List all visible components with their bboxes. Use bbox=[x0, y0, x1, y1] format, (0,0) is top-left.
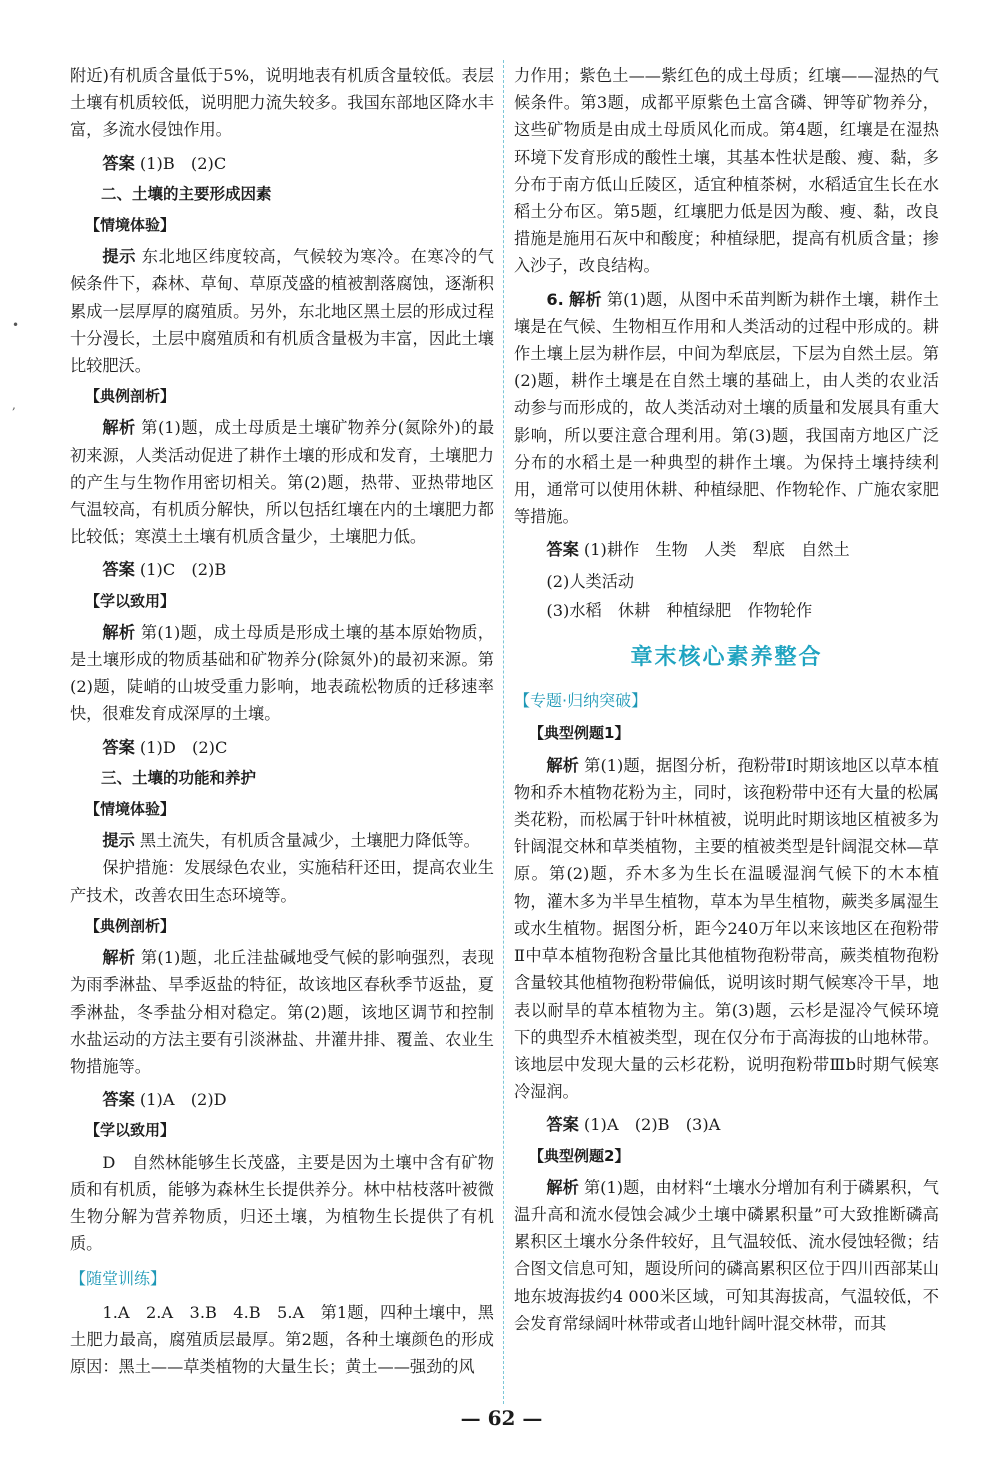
tip-label: 提示 bbox=[102, 831, 135, 851]
paragraph bbox=[514, 1174, 939, 1337]
training-heading: 【随堂训练】 bbox=[70, 1269, 167, 1289]
analysis-label: 解析 bbox=[569, 289, 602, 309]
example-heading: 【典型例题1】 bbox=[529, 724, 630, 743]
paragraph: 附近)有机质含量低于5%，说明地表有机质含量较低。表层土壤有机质较低，说明肥力流失较多。我国东部地区降水丰富，多流水侵蚀作用。 bbox=[70, 66, 494, 140]
topic-heading: 【专题·归纳突破】 bbox=[514, 691, 648, 711]
paragraph bbox=[70, 619, 494, 728]
answer-text: (1)A (2)B (3)A bbox=[583, 1115, 721, 1135]
paragraph: 保护措施：发展绿色农业，实施秸秆还田，提高农业生产技术，改善农田生态环境等。 bbox=[70, 858, 494, 905]
answer-text: (1)D (2)C bbox=[139, 737, 228, 757]
column-divider bbox=[503, 60, 504, 1404]
paragraph: D 自然林能够生长茂盛，主要是因为土壤中含有矿物质和有机质，能够为森林生长提供养分。林中枯枝落叶被微生物分解为营养物质，归还土壤，为植物生长提供了有机质。 bbox=[70, 1152, 494, 1254]
answer-text: (1)C (2)B bbox=[139, 560, 227, 580]
answer-label: 答案 bbox=[546, 540, 579, 560]
tip-label: 提示 bbox=[102, 247, 136, 267]
section-heading: 二、土壤的主要形成因素 bbox=[101, 184, 272, 203]
paragraph-text: 第(1)题，成土母质是形成土壤的基本原始物质，是土壤形成的物质基础和矿物养分(除氮外)的最初来源。第(2)题，陡峭的山坡受重力影响，地表疏松物质的迁移速率快，很难发育成深厚的土壤。 bbox=[70, 622, 494, 724]
question-number: 6. bbox=[546, 289, 564, 309]
paragraph-text: 东北地区纬度较高，气候较为寒冷。在寒冷的气候条件下，森林、草甸、草原茂盛的植被割落腐蚀，逐渐积累成一层厚厚的腐殖质。另外，东北地区黑土层的形成过程十分漫长，土层中腐殖质和有机质含量极为丰富，因此土壤比较肥沃。 bbox=[70, 247, 494, 376]
paragraph-text: 第(1)题，从图中禾苗判断为耕作土壤，耕作土壤是在气候、生物相互作用和人类活动的过程中形成的。耕作土壤上层为耕作层，中间为犁底层，下层为自然土层。第(2)题，耕作土壤是在自然土壤的基础上，由人类的农业活动参与而形成的，故人类活动对土壤的质量和发展具有重大影响，所以要注意合理利用。第(3)题，我国南方地区广泛分布的水稻土是一种典型的耕作土壤。为保持土壤持续利用，通常可以使用休耕、种植绿肥、作物轮作、广施农家肥等措施。 bbox=[514, 289, 939, 527]
paragraph-text: 第(1)题，成土母质是土壤矿物养分(氮除外)的最初来源，人类活动促进了耕作土壤的形成和发育，土壤肥力的产生与生物作用密切相关。第(2)题，热带、亚热带地区气温较高，有机质分解快，所以包括红壤在内的土壤肥力都比较低；寒漠土土壤有机质含量少，土壤肥力低。 bbox=[70, 418, 495, 547]
answer-text: (1)B (2)C bbox=[139, 153, 227, 173]
answer-label: 答案 bbox=[102, 560, 135, 580]
subsection-heading: 【学以致用】 bbox=[85, 1121, 176, 1140]
margin-mark: • bbox=[12, 318, 20, 332]
paragraph: 1.A 2.A 3.B 4.B 5.A 第1题，四种土壤中，黑土肥力最高，腐殖质层最厚。第2题，各种土壤颜色的形成原因：黑土——草类植物的大量生长；黄土——强劲的风 bbox=[70, 1302, 494, 1376]
paragraph bbox=[70, 944, 494, 1080]
analysis-label: 解析 bbox=[102, 418, 136, 438]
subsection-heading: 【学以致用】 bbox=[85, 591, 176, 610]
answer-line bbox=[514, 536, 939, 563]
chapter-title: 章末核心素养整合 bbox=[630, 644, 823, 671]
subsection-heading: 【情境体验】 bbox=[85, 800, 176, 819]
margin-mark: , bbox=[12, 398, 16, 412]
answer-label: 答案 bbox=[546, 1115, 579, 1135]
answer-line bbox=[70, 556, 494, 583]
answer-line bbox=[70, 150, 494, 177]
answer-line: (3)水稻 休耕 种植绿肥 作物轮作 bbox=[546, 600, 813, 620]
answer-label: 答案 bbox=[102, 153, 135, 173]
paragraph bbox=[70, 414, 494, 550]
paragraph-text: 第(1)题，北丘洼盐碱地受气候的影响强烈，表现为雨季淋盐、旱季返盐的特征，故该地区春秋季节返盐，夏季淋盐，冬季盐分相对稳定。第(2)题，该地区调节和控制水盐运动的方法主要有引淡淋盐、井灌井排、覆盖、农业生物措施等。 bbox=[70, 948, 494, 1076]
answer-text: (1)耕作 生物 人类 犁底 自然土 bbox=[583, 540, 850, 560]
paragraph-text: 第(1)题，据图分析，孢粉带Ⅰ时期该地区以草本植物和乔木植物花粉为主，同时，该孢粉带中还有大量的松属类花粉，而松属于针叶林植被，说明此时期该地区植被多为针阔混交林和草类植物，主要的植被类型是针阔混交林—草原。第(2)题，乔木多为生长在温暖湿润气候下的木本植物，灌木多为半旱生植物，草本为旱生植物，蕨类多属湿生或水生植物。据图分析，距今240万年以来该地区在孢粉带Ⅱ中草本植物孢粉含量比其他植物孢粉带高，蕨类植物孢粉含量较其他植物孢粉带偏低，说明该时期气候寒冷干旱，地表以耐旱的草本植物为主。第(3)题，云杉是湿冷气候环境下的典型乔木植被类型，现在仅分布于高海拔的山地林带。该地层中发现大量的云杉花粉，说明孢粉带Ⅲb时期气候寒冷湿润。 bbox=[514, 755, 939, 1102]
paragraph-text: 黑土流失，有机质含量减少，土壤肥力降低等。 bbox=[139, 831, 480, 851]
left-column bbox=[70, 62, 494, 1380]
answer-line bbox=[514, 1111, 939, 1138]
paragraph bbox=[514, 752, 939, 1106]
section-heading: 三、土壤的功能和养护 bbox=[101, 768, 257, 787]
analysis-label: 解析 bbox=[102, 622, 136, 642]
subsection-heading: 【情境体验】 bbox=[85, 216, 176, 235]
analysis-label: 解析 bbox=[546, 755, 579, 775]
paragraph bbox=[514, 286, 939, 531]
subsection-heading: 【典例剖析】 bbox=[85, 387, 176, 406]
example-heading: 【典型例题2】 bbox=[529, 1146, 630, 1165]
answer-line bbox=[70, 1086, 494, 1113]
answer-label: 答案 bbox=[102, 737, 135, 757]
analysis-label: 解析 bbox=[546, 1177, 579, 1197]
paragraph: 力作用；紫色土——紫红色的成土母质；红壤——湿热的气候条件。第3题，成都平原紫色土富含磷、钾等矿物养分，这些矿物质是由成土母质风化而成。第4题，红壤是在湿热环境下发育形成的酸性土壤，其基本性状是酸、瘦、黏，多分布于南方低山丘陵区，适宜种植茶树，水稻适宜生长在水稻土分布区。第5题，红壤肥力低是因为酸、瘦、黏，改良措施是施用石灰中和酸度；种植绿肥，提高有机质含量；掺入沙子，改良结构。 bbox=[514, 66, 939, 276]
answer-text: (1)A (2)D bbox=[139, 1090, 227, 1110]
paragraph-text: 第(1)题，由材料“土壤水分增加有利于磷累积，气温升高和流水侵蚀会减少土壤中磷累积量”可大致推断磷高累积区土壤水分条件较好，且气温较低、流水侵蚀轻微；结合图文信息可知，题设所问的磷高累积区位于四川西部某山地东坡海拔约4 000米区域，可知其海拔高，气温较低，不会发育常绿阔叶林带或者山地针阔叶混交林带，而其 bbox=[514, 1177, 939, 1333]
right-column bbox=[514, 62, 939, 1337]
paragraph bbox=[70, 827, 494, 854]
paragraph bbox=[70, 243, 494, 379]
answer-line bbox=[70, 734, 494, 761]
subsection-heading: 【典例剖析】 bbox=[85, 916, 176, 935]
page-number: — 62 — bbox=[460, 1406, 543, 1430]
analysis-label: 解析 bbox=[102, 948, 136, 968]
answer-line: (2)人类活动 bbox=[546, 571, 635, 591]
answer-label: 答案 bbox=[102, 1090, 135, 1110]
